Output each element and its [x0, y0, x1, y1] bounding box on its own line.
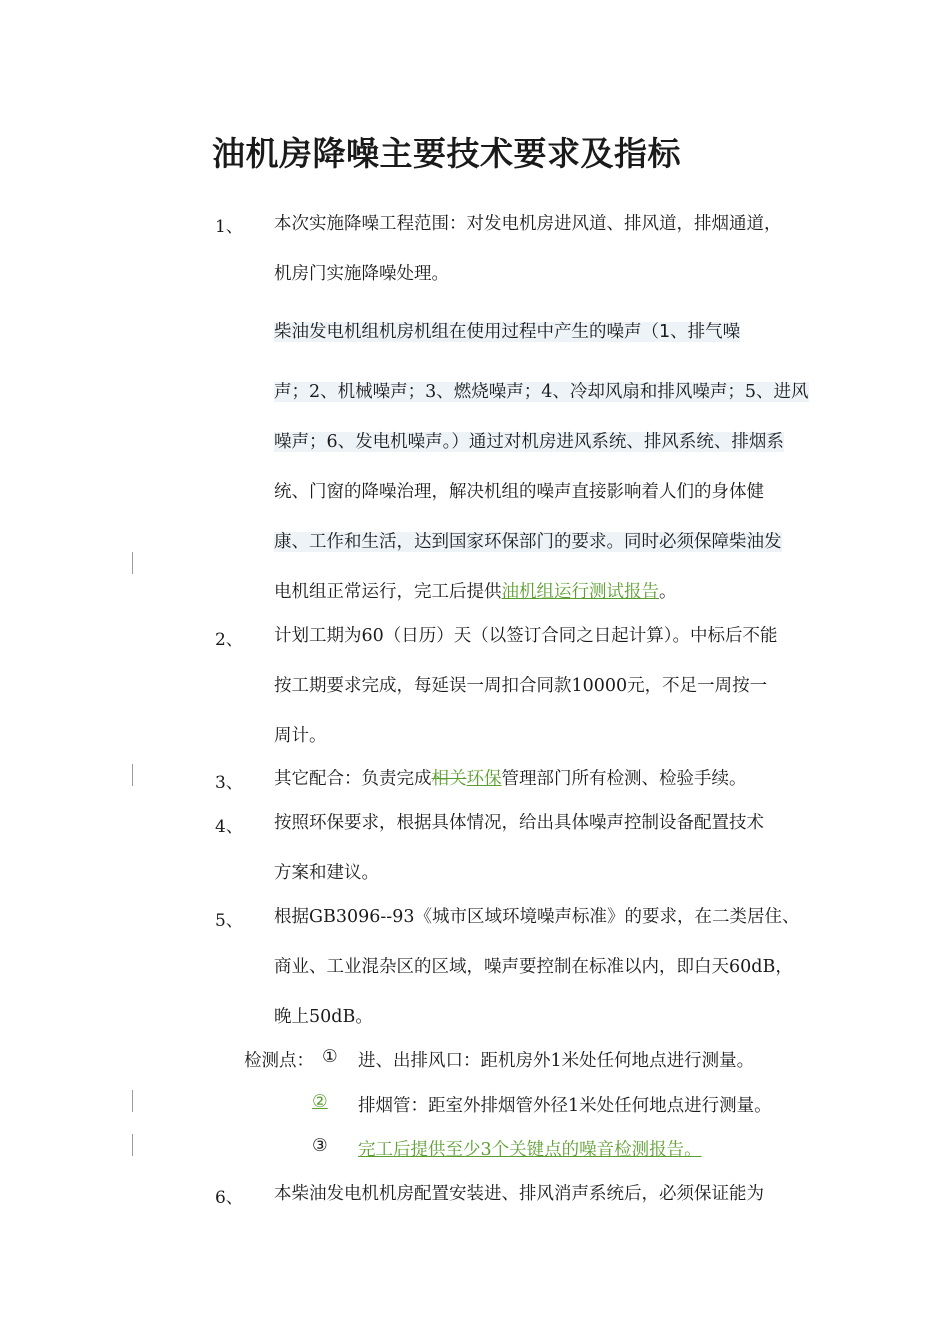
check-point-1: 进、出排风口：距机房外1米处任何地点进行测量。 [358, 1051, 755, 1071]
item2-line1: 计划工期为60（日历）天（以签订合同之日起计算）。中标后不能 [274, 626, 778, 646]
check-points-label: 检测点： [244, 1051, 314, 1071]
item1-line4 [274, 378, 809, 403]
check-point-2: 排烟管：距室外排烟管外径1米处任何地点进行测量。 [358, 1096, 772, 1116]
inserted-text-report: 油机组运行测试报告 [501, 582, 659, 602]
item6-line1: 本柴油发电机机房配置安装进、排风消声系统后，必须保证能为 [274, 1184, 764, 1204]
highlighted-text: 噪声；6、发电机噪声。）通过对机房进风系统、排风系统、排烟系 [274, 432, 784, 452]
text-span: 管理部门所有检测、检验手续。 [501, 769, 747, 789]
marker-2: ② [312, 1092, 328, 1112]
check-point-3: 完工后提供至少3个关键点的噪音检测报告。 [358, 1140, 702, 1160]
item-number-1: 1、 [215, 217, 243, 237]
change-bar [132, 1134, 133, 1156]
item-number-2: 2、 [215, 630, 243, 650]
item2-line3: 周计。 [274, 726, 327, 746]
item1-line5 [274, 428, 784, 453]
item5-line2: 商业、工业混杂区的区域，噪声要控制在标准以内，即白天60dB， [274, 957, 793, 977]
item4-line2: 方案和建议。 [274, 863, 379, 883]
deleted-text: 相关 [431, 769, 467, 789]
item1-line6: 统、门窗的降噪治理，解决机组的噪声直接影响着人们的身体健 [274, 482, 764, 502]
marker-1: ① [322, 1047, 338, 1067]
highlighted-text: 康、工作和生活，达到国家环保部门的要求。同时必须保障柴油发 [274, 532, 782, 552]
text-span: 其它配合：负责完成 [274, 769, 432, 789]
change-bar [132, 764, 133, 786]
item4-line1: 按照环保要求，根据具体情况，给出具体噪声控制设备配置技术 [274, 813, 764, 833]
item5-line1: 根据GB3096--93《城市区域环境噪声标准》的要求，在二类居住、 [274, 907, 800, 927]
item-number-3: 3、 [215, 773, 243, 793]
item3-line1 [274, 765, 747, 790]
change-bar [132, 1090, 133, 1112]
item2-line2: 按工期要求完成，每延误一周扣合同款10000元，不足一周按一 [274, 676, 768, 696]
item1-line8 [274, 578, 677, 603]
text-span: 。 [659, 582, 677, 602]
item5-line3: 晚上50dB。 [274, 1007, 373, 1027]
highlighted-text: 柴油发电机组机房机组在使用过程中产生的噪声（1、排气噪 [274, 322, 741, 342]
marker-3: ③ [312, 1136, 328, 1156]
item-number-6: 6、 [215, 1188, 243, 1208]
change-bar [132, 552, 133, 574]
inserted-text: 环保 [466, 769, 502, 789]
item1-line7 [274, 528, 782, 553]
item1-line3 [274, 318, 740, 343]
document-title: 油机房降噪主要技术要求及指标 [212, 134, 681, 173]
highlighted-text: 声；2、机械噪声；3、燃烧噪声；4、冷却风扇和排风噪声；5、进风 [274, 382, 809, 402]
text-span: 电机组正常运行，完工后提供 [274, 582, 502, 602]
item1-line1: 本次实施降噪工程范围：对发电机房进风道、排风道，排烟通道， [274, 214, 782, 234]
item-number-4: 4、 [215, 817, 243, 837]
item1-line2: 机房门实施降噪处理。 [274, 264, 449, 284]
item-number-5: 5、 [215, 911, 243, 931]
